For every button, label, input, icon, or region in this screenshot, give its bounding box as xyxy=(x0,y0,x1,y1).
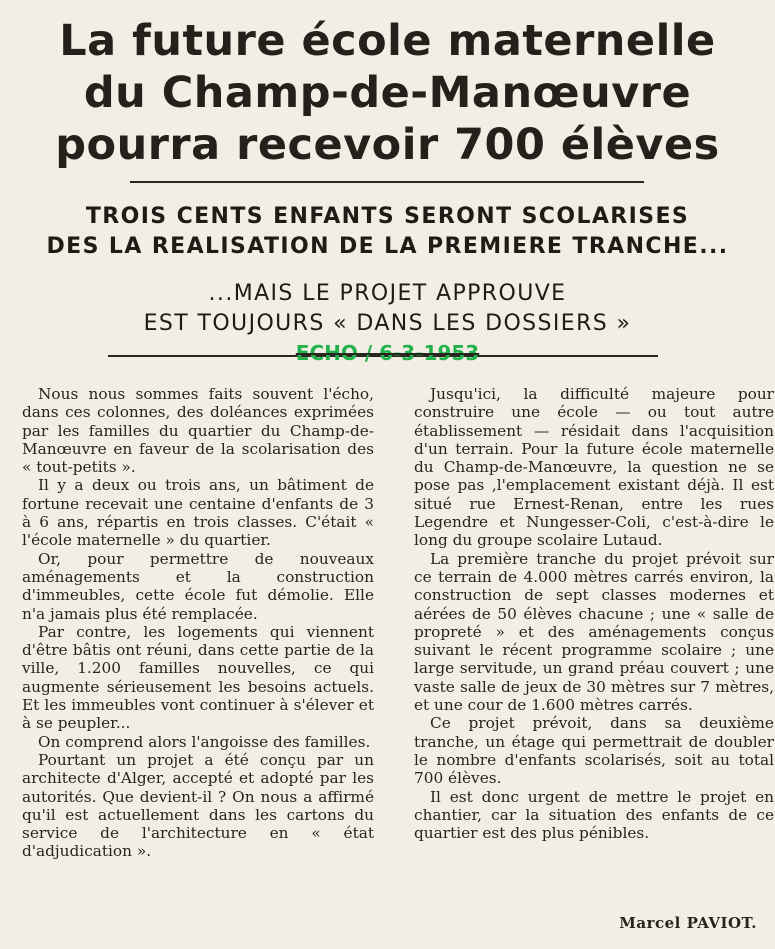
subheadline-line-1: ...MAIS LE PROJET APPROUVE xyxy=(208,281,567,306)
article-column-right xyxy=(414,385,774,842)
headline-line-2: du Champ-de-Manœuvre xyxy=(83,68,692,118)
article-column-left xyxy=(22,385,374,861)
paragraph: La première tranche du projet prévoit sur ce terrain de 4.000 mètres carrés environ, la construction de sept classes modernes et aérées de 50 élèves chacune ; une « salle de propreté » et des aménagements conçus suivant le récent programme scolaire ; une large servitude, un grand préau couvert ; une vaste salle de jeux de 30 mètres sur 7 mètres, et une cour de 1.600 mètres carrés. xyxy=(414,549,774,715)
divider-rule xyxy=(130,181,644,183)
paragraph: Par contre, les logements qui viennent d'être bâtis ont réuni, dans cette partie de la ville, 1.200 familles nouvelles, ce qui augmente sérieusement les besoins actuels. Et les immeubles vont continuer à s'élever et à se peupler... xyxy=(22,622,374,733)
paragraph: Pourtant un projet a été conçu par un architecte d'Alger, accepté et adopté par les autorités. Que devient-il ? On nous a affirmé qu'il est actuellement dans les cartons du service de l'architecture en « état d'adjudication ». xyxy=(22,750,374,861)
author-signature: Marcel PAVIOT. xyxy=(619,914,757,932)
headline-line-1: La future école maternelle xyxy=(59,16,716,66)
paragraph: Jusqu'ici, la difficulté majeure pour construire une école — ou tout autre établissement — résidait dans l'acquisition d'un terrain. Pour la future école maternelle du Champ-de-Manœuvre, la question ne se pose pas ,l'emplacement existant déjà. Il est situé rue Ernest-Renan, entre les rues Legendre et Nungesser-Coli, c'est-à-dire le long du groupe scolaire Lutaud. xyxy=(414,385,774,550)
paragraph: Or, pour permettre de nouveaux aménagements et la construction d'immeubles, cette école fut démolie. Elle n'a jamais plus été remplacée. xyxy=(22,549,374,623)
subheadline-bold-line-1: TROIS CENTS ENFANTS SERONT SCOLARISES xyxy=(85,204,690,229)
paragraph: On comprend alors l'angoisse des familles. xyxy=(38,732,371,751)
source-date-stamp: ECHO / 6-3-1953 xyxy=(295,341,480,365)
subheadline-line-2: EST TOUJOURS « DANS LES DOSSIERS » xyxy=(143,311,632,336)
paragraph: Il y a deux ou trois ans, un bâtiment de fortune recevait une centaine d'enfants de 3 à 6 ans, répartis en trois classes. C'était « l'école maternelle » du quartier. xyxy=(22,476,374,550)
paragraph: Nous nous sommes faits souvent l'écho, dans ces colonnes, des doléances exprimées par les familles du quartier du Champ-de-Manœuvre en faveur de la scolarisation des « tout-petits ». xyxy=(22,385,374,477)
paragraph: Il est donc urgent de mettre le projet en chantier, car la situation des enfants de ce quartier est des plus pénibles. xyxy=(414,787,774,843)
paragraph: Ce projet prévoit, dans sa deuxième tranche, un étage qui permettrait de doubler le nombre d'enfants scolarisés, soit au total 700 élèves. xyxy=(414,714,774,788)
headline-line-3: pourra recevoir 700 élèves xyxy=(55,120,720,170)
subheadline-bold-line-2: DES LA REALISATION DE LA PREMIERE TRANCHE... xyxy=(46,234,729,259)
